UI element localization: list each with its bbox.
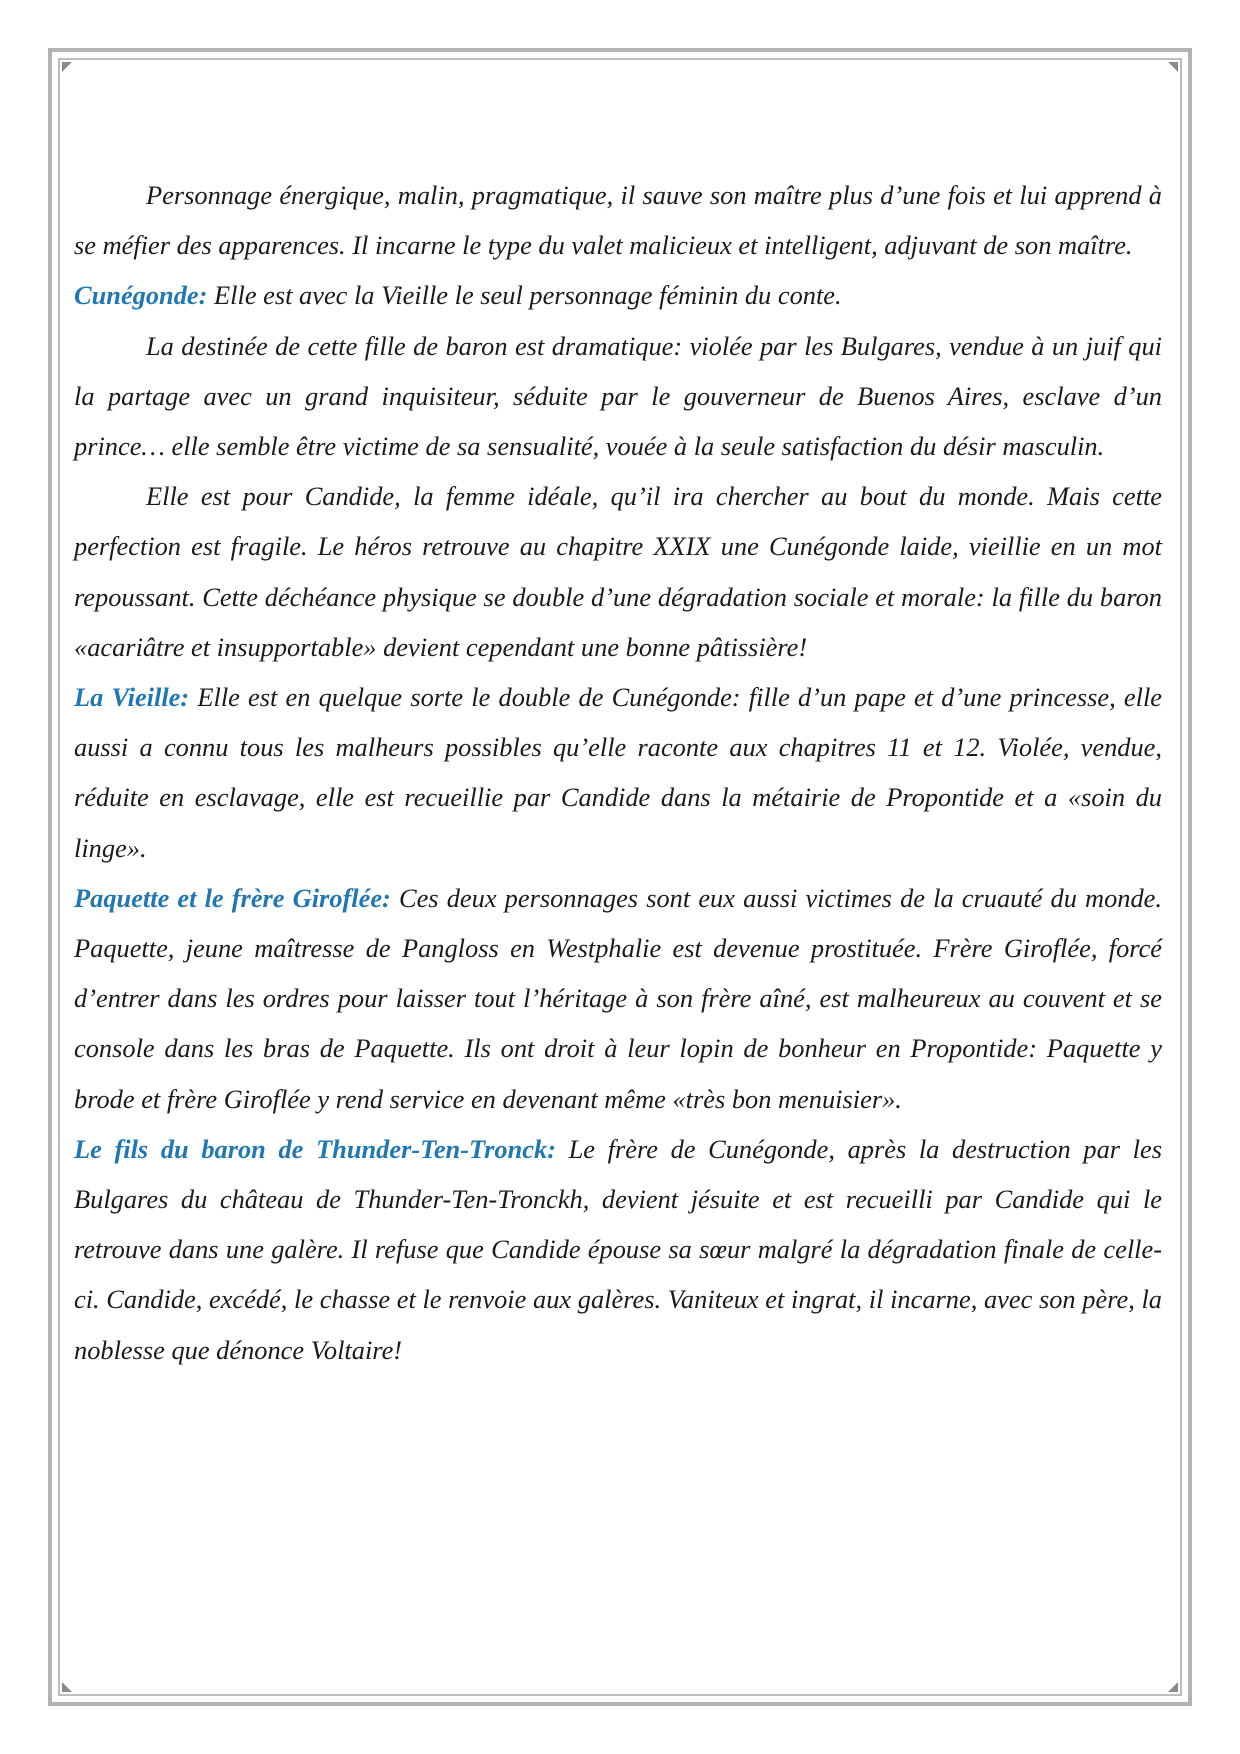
paragraph-text: Personnage énergique, malin, pragmatique, il sauve son maître plus d’une fois et lui apprend à se méfier des apparences. Il incarne le type du valet malicieux et intelligent, adjuvant de son maître. <box>74 180 1162 261</box>
paragraph-text: Ces deux personnages sont eux aussi victimes de la cruauté du monde. Paquette, jeune maîtresse de Pangloss en Westphalie est devenue prostituée. Frère Giroflée, forcé d’entrer dans les ordres pour laisser tout l’héritage à son frère aîné, est malheureux au couvent et se console dans les bras de Paquette. Ils ont droit à leur lopin de bonheur en Propontide: Paquette y brode et frère Giroflée y rend service en devenant même «très bon menuisier». <box>74 882 1162 1114</box>
document-body <box>74 170 1162 1375</box>
character-heading-cunegonde: Cunégonde: <box>74 280 208 311</box>
paragraph-cunegonde-ideal <box>74 471 1162 672</box>
paragraph-cacambo-description <box>74 170 1162 270</box>
character-heading-fils-du-baron: Le fils du baron de Thunder-Ten-Tronck: <box>74 1133 556 1164</box>
corner-ornament-icon <box>62 1682 72 1692</box>
paragraph-text: Elle est pour Candide, la femme idéale, qu’il ira chercher au bout du monde. Mais cette perfection est fragile. Le héros retrouve au chapitre XXIX une Cunégonde laide, vieillie en un mot repoussant. Cette déchéance physique se double d’une dégradation sociale et morale: la fille du baron «acariâtre et insupportable» devient cependant une bonne pâtissière! <box>74 481 1162 662</box>
paragraph-cunegonde-intro <box>74 270 1162 320</box>
corner-ornament-icon <box>62 62 72 72</box>
paragraph-la-vieille <box>74 672 1162 873</box>
paragraph-text: Elle est avec la Vieille le seul personnage féminin du conte. <box>207 280 842 311</box>
paragraph-paquette-giroflee <box>74 873 1162 1124</box>
corner-ornament-icon <box>1168 1682 1178 1692</box>
corner-ornament-icon <box>1168 62 1178 72</box>
paragraph-cunegonde-destiny <box>74 321 1162 472</box>
character-heading-la-vieille: La Vieille: <box>74 682 190 713</box>
paragraph-text: Le frère de Cunégonde, après la destruction par les Bulgares du château de Thunder-Ten-Tronckh, devient jésuite et est recueilli par Candide qui le retrouve dans une galère. Il refuse que Candide épouse sa sœur malgré la dégradation finale de celle-ci. Candide, excédé, le chasse et le renvoie aux galères. Vaniteux et ingrat, il incarne, avec son père, la noblesse que dénonce Voltaire! <box>74 1133 1162 1365</box>
paragraph-text: Elle est en quelque sorte le double de Cunégonde: fille d’un pape et d’une princesse, elle aussi a connu tous les malheurs possibles qu’elle raconte aux chapitres 11 et 12. Violée, vendue, réduite en esclavage, elle est recueillie par Candide dans la métairie de Propontide et a «soin du linge». <box>74 682 1162 863</box>
paragraph-text: La destinée de cette fille de baron est dramatique: violée par les Bulgares, vendue à un juif qui la partage avec un grand inquisiteur, séduite par le gouverneur de Buenos Aires, esclave d’un prince… elle semble être victime de sa sensualité, vouée à la seule satisfaction du désir masculin. <box>74 330 1162 462</box>
character-heading-paquette-giroflee: Paquette et le frère Giroflée: <box>74 882 391 913</box>
paragraph-fils-du-baron <box>74 1124 1162 1375</box>
